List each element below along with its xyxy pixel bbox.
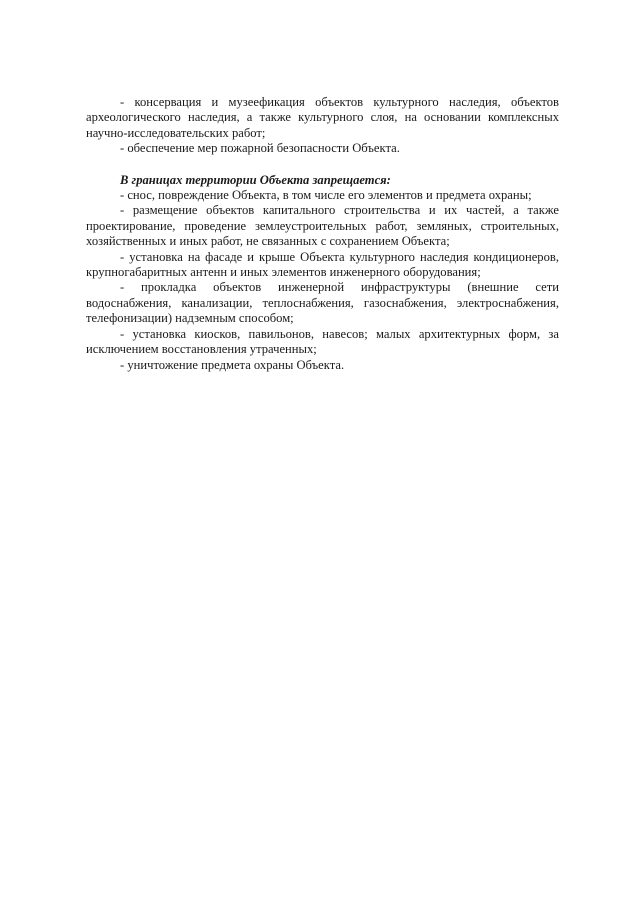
prohibited-item-destruction: - уничтожение предмета охраны Объекта. (120, 357, 345, 372)
section-spacer (86, 157, 559, 173)
intro-item-conservation: - консервация и музеефикация объектов культурного наследия, объектов археологического наследия, а также культурного слоя, на основании комплексных научно-исследовательских работ; (86, 95, 559, 140)
prohibited-item-facade-equipment: - установка на фасаде и крыше Объекта культурного наследия кондиционеров, крупногабаритных антенн и иных элементов инженерного оборудования; (86, 249, 559, 280)
prohibited-item-demolition: - снос, повреждение Объекта, в том числе его элементов и предмета охраны; (120, 188, 532, 203)
intro-item-fire-safety: - обеспечение мер пожарной безопасности Объекта. (120, 141, 400, 156)
prohibited-item-infrastructure: - прокладка объектов инженерной инфраструктуры (внешние сети водоснабжения, канализации, теплоснабжения, газоснабжения, электроснабжения, телефонизации) надземным способом; (86, 280, 559, 326)
document-body (86, 95, 559, 373)
prohibited-heading: В границах территории Объекта запрещается: (120, 172, 391, 187)
prohibited-item-kiosks: - установка киосков, павильонов, навесов; малых архитектурных форм, за исключением восстановления утраченных; (86, 326, 559, 357)
prohibited-item-construction: - размещение объектов капитального строительства и их частей, а также проектирование, проведение землеустроительных работ, земляных, строительных, хозяйственных и иных работ, не связанных с сохранением Объекта; (86, 203, 559, 249)
